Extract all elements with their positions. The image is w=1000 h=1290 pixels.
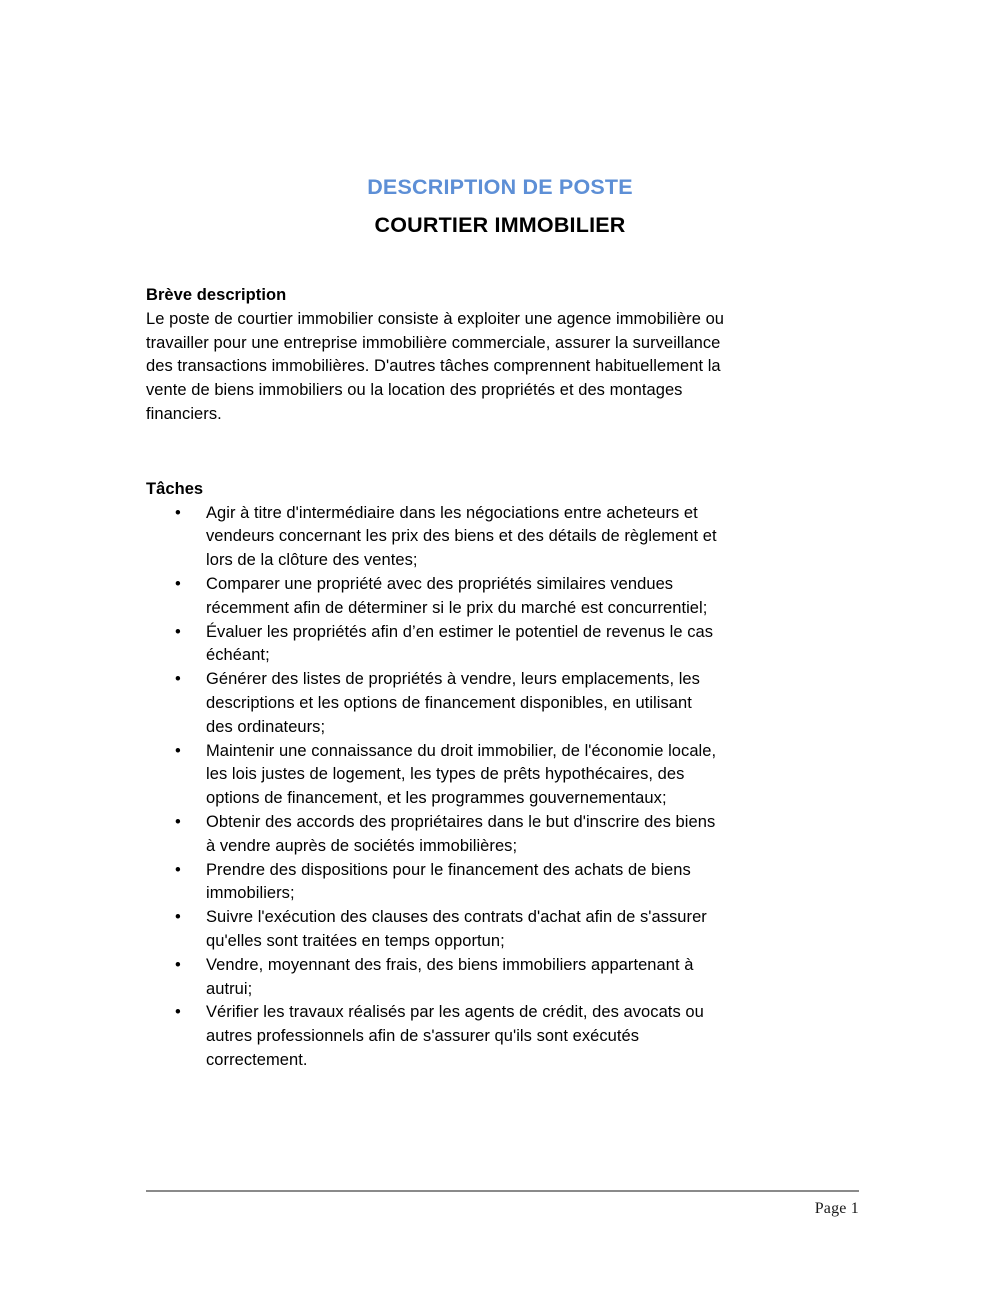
title-block [0, 172, 1000, 240]
section-heading-breve-description: Brève description [146, 286, 287, 304]
page-number: Page 1 [814, 1200, 859, 1217]
list-item [146, 621, 718, 669]
list-item-text: Maintenir une connaissance du droit immobilier, de l'économie locale, les lois justes de logement, les types de prêts hypothécaires, des options de financement, et les programmes gouvernementaux; [206, 741, 717, 808]
list-item-text: Obtenir des accords des propriétaires dans le but d'inscrire des biens à vendre auprès de sociétés immobilières; [206, 812, 716, 855]
bullet-icon: • [175, 670, 181, 689]
section-taches [146, 478, 862, 1073]
bullet-icon: • [175, 908, 181, 927]
list-item-text: Prendre des dispositions pour le financement des achats de biens immobiliers; [206, 860, 691, 903]
section-paragraph-breve-description: Le poste de courtier immobilier consiste à exploiter une agence immobilière ou travailler pour une entreprise immobilière commerciale, assurer la surveillance des transactions immobilières. D'autres tâches comprennent habituellement la vente de biens immobiliers ou la location des propriétés et des montages financiers. [146, 309, 725, 423]
footer-divider [146, 1190, 859, 1192]
bullet-icon: • [175, 860, 181, 879]
list-item-text: Vérifier les travaux réalisés par les agents de crédit, des avocats ou autres professionnels afin de s'assurer qu'ils sont exécutés correctement. [206, 1003, 704, 1069]
document-body [146, 284, 862, 1073]
list-item-text: Agir à titre d'intermédiaire dans les négociations entre acheteurs et vendeurs concernant les prix des biens et des détails de règlement et lors de la clôture des ventes; [206, 503, 717, 570]
section-heading-taches: Tâches [146, 479, 204, 498]
bullet-icon: • [175, 574, 181, 593]
list-item [146, 811, 718, 859]
list-item [146, 740, 718, 811]
bullet-icon: • [175, 503, 181, 522]
section-breve-description [146, 284, 862, 427]
list-item [146, 668, 718, 739]
bullet-icon: • [175, 955, 181, 974]
list-item-text: Comparer une propriété avec des propriétés similaires vendues récemment afin de déterminer si le prix du marché est concurrentiel; [206, 574, 708, 617]
list-item-text: Évaluer les propriétés afin d’en estimer le potentiel de revenus le cas échéant; [206, 622, 714, 665]
page-footer [146, 1190, 859, 1219]
list-item [146, 1001, 718, 1072]
list-item [146, 859, 718, 907]
bullet-icon: • [175, 622, 181, 641]
list-item [146, 502, 718, 573]
list-item-text: Vendre, moyennant des frais, des biens immobiliers appartenant à autrui; [206, 955, 694, 998]
list-item [146, 906, 718, 954]
list-item-text: Suivre l'exécution des clauses des contrats d'achat afin de s'assurer qu'elles sont traitées en temps opportun; [206, 908, 707, 950]
task-list [146, 502, 862, 1073]
page-subtitle: COURTIER IMMOBILIER [374, 213, 626, 237]
bullet-icon: • [175, 812, 181, 831]
page-title: DESCRIPTION DE POSTE [367, 175, 633, 199]
list-item [146, 954, 718, 1002]
bullet-icon: • [175, 1003, 181, 1022]
bullet-icon: • [175, 741, 181, 760]
section-spacer [146, 427, 862, 478]
list-item-text: Générer des listes de propriétés à vendre, leurs emplacements, les descriptions et les options de financement disponibles, en utilisant des ordinateurs; [206, 670, 700, 736]
list-item [146, 573, 718, 621]
